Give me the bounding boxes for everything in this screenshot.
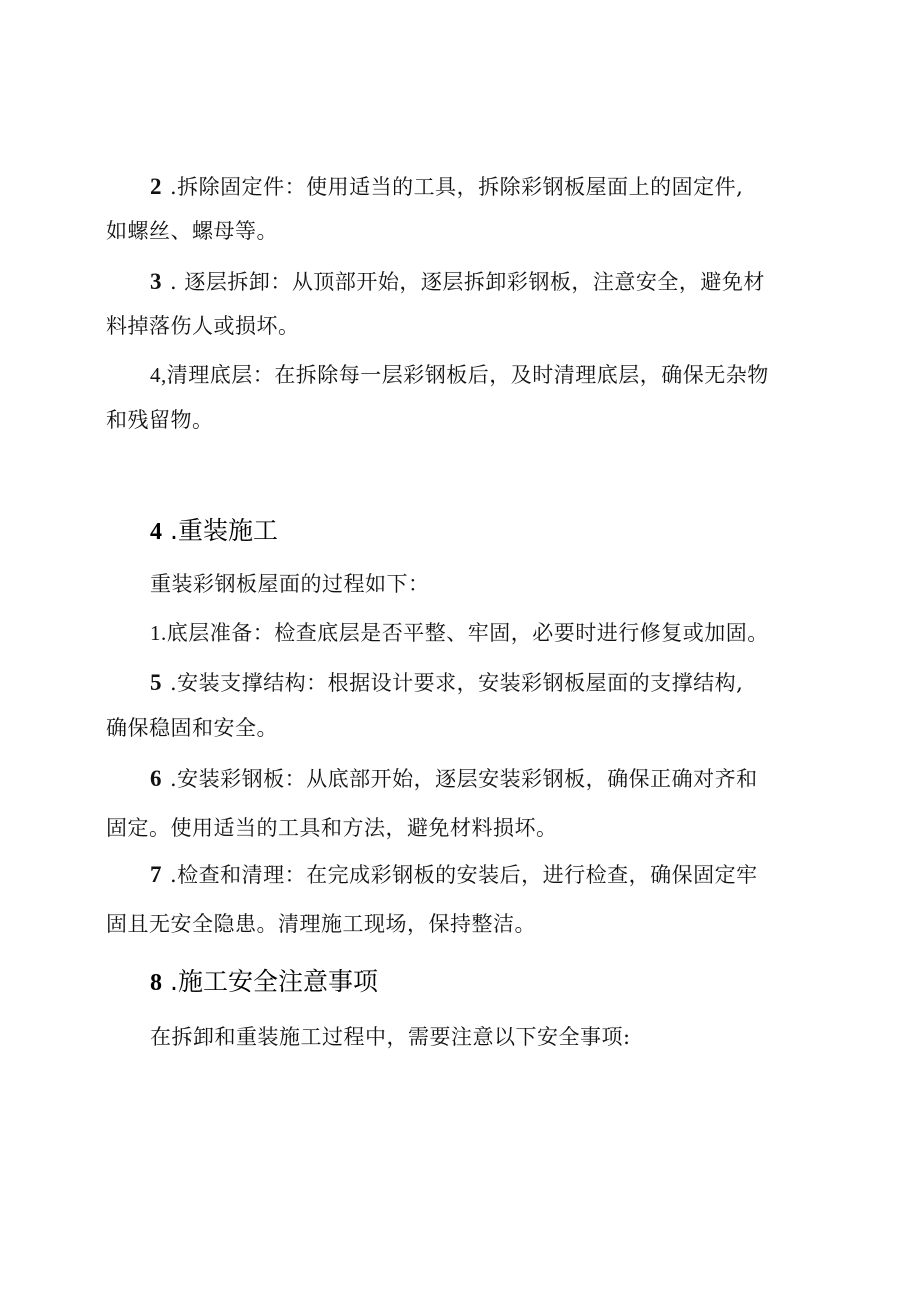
reinstall-intro: 重装彩钢板屋面的过程如下： [150, 572, 430, 596]
list-number: 4, [150, 363, 167, 387]
list-item-2-line1 [150, 174, 743, 200]
reinstall-item-5-line2: 确保稳固和安全。 [106, 716, 278, 740]
list-number: 7 [150, 862, 162, 887]
heading-title: .重装施工 [170, 516, 278, 545]
list-number: 2 [150, 174, 162, 199]
list-text: 底层准备：检查底层是否平整、牢固，必要时进行修复或加固。 [166, 621, 769, 645]
list-item-2-line2: 如螺丝、螺母等。 [106, 219, 278, 243]
reinstall-item-1 [150, 620, 769, 646]
list-number: 1. [150, 621, 167, 645]
safety-intro: 在拆卸和重装施工过程中，需要注意以下安全事项: [150, 1025, 631, 1049]
list-item-4-line2: 和残留物。 [106, 408, 214, 432]
list-number: 6 [150, 766, 162, 791]
list-text: .安装支撑结构：根据设计要求，安装彩钢板屋面的支撑结构, [170, 671, 744, 695]
list-text: . 逐层拆卸：从顶部开始，逐层拆卸彩钢板，注意安全，避免材 [170, 270, 765, 294]
list-text: .拆除固定件：使用适当的工具，拆除彩钢板屋面上的固定件, [170, 175, 744, 199]
heading-title: .施工安全注意事项 [170, 967, 378, 996]
list-number: 3 [150, 269, 162, 294]
reinstall-item-6-line2: 固定。使用适当的工具和方法，避免材料损坏。 [106, 816, 558, 840]
section-heading-reinstall [150, 516, 278, 547]
list-number: 5 [150, 670, 162, 695]
reinstall-item-7-line2: 固且无安全隐患。清理施工现场，保持整洁。 [106, 912, 536, 936]
reinstall-item-6-line1 [150, 766, 758, 792]
list-item-4-line1 [150, 362, 769, 388]
reinstall-item-5-line1 [150, 670, 743, 696]
list-text: .检查和清理：在完成彩钢板的安装后，进行检查，确保固定牢 [170, 863, 758, 887]
list-text: 清理底层：在拆除每一层彩钢板后，及时清理底层，确保无杂物 [166, 363, 769, 387]
section-heading-safety [150, 967, 378, 998]
reinstall-item-7-line1 [150, 862, 758, 888]
list-item-3-line2: 料掉落伤人或损坏。 [106, 314, 300, 338]
heading-number: 8 [150, 970, 162, 996]
list-text: .安装彩钢板：从底部开始，逐层安装彩钢板，确保正确对齐和 [170, 767, 758, 791]
heading-number: 4 [150, 519, 162, 545]
list-item-3-line1 [150, 269, 765, 295]
